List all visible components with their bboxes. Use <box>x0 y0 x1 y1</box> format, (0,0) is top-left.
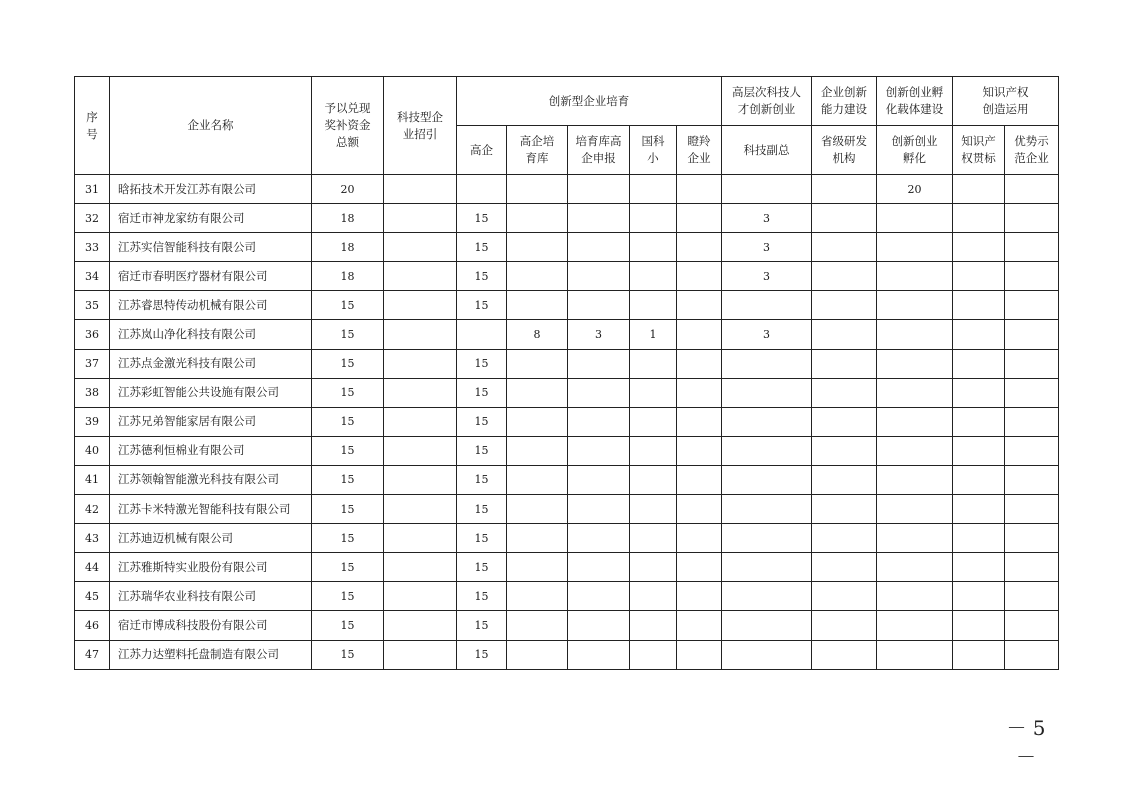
cell-index: 43 <box>75 524 110 553</box>
table-row <box>75 204 1059 233</box>
cell-national-sme <box>630 204 677 233</box>
cell-company-name: 江苏雅斯特实业股份有限公司 <box>110 553 312 582</box>
cell-pool-apply <box>568 465 630 494</box>
cell-recruit <box>384 233 457 262</box>
cell-national-sme <box>630 291 677 320</box>
cell-incubation <box>877 582 953 611</box>
cell-ip-standard <box>953 407 1005 436</box>
cell-hightech <box>457 320 507 349</box>
cell-hightech-pool <box>507 524 568 553</box>
cell-incubation <box>877 407 953 436</box>
cell-provincial-rd <box>812 465 877 494</box>
cell-hightech: 15 <box>457 465 507 494</box>
cell-company-name: 江苏彩虹智能公共设施有限公司 <box>110 378 312 407</box>
cell-advantage <box>1005 436 1059 465</box>
cell-hightech: 15 <box>457 611 507 640</box>
cell-incubation <box>877 436 953 465</box>
cell-recruit <box>384 262 457 291</box>
cell-total: 15 <box>312 291 384 320</box>
cell-vice-president <box>722 582 812 611</box>
cell-hightech-pool <box>507 204 568 233</box>
cell-provincial-rd <box>812 582 877 611</box>
cell-total: 15 <box>312 407 384 436</box>
cell-index: 31 <box>75 175 110 204</box>
cell-company-name: 江苏瑞华农业科技有限公司 <box>110 582 312 611</box>
cell-pool-apply <box>568 175 630 204</box>
cell-pool-apply <box>568 611 630 640</box>
cell-national-sme <box>630 640 677 669</box>
cell-ip-standard <box>953 175 1005 204</box>
cell-provincial-rd <box>812 233 877 262</box>
cell-recruit <box>384 611 457 640</box>
cell-advantage <box>1005 320 1059 349</box>
cell-incubation <box>877 349 953 378</box>
cell-national-sme <box>630 495 677 524</box>
cell-national-sme <box>630 407 677 436</box>
cell-national-sme: 1 <box>630 320 677 349</box>
cell-hightech-pool <box>507 262 568 291</box>
cell-vice-president <box>722 436 812 465</box>
cell-gazelle <box>677 320 722 349</box>
cell-gazelle <box>677 495 722 524</box>
cell-pool-apply <box>568 524 630 553</box>
cell-pool-apply <box>568 349 630 378</box>
table-row <box>75 553 1059 582</box>
cell-gazelle <box>677 611 722 640</box>
cell-gazelle <box>677 524 722 553</box>
cell-incubation <box>877 233 953 262</box>
cell-index: 47 <box>75 640 110 669</box>
cell-total: 18 <box>312 204 384 233</box>
cell-total: 15 <box>312 465 384 494</box>
cell-provincial-rd <box>812 204 877 233</box>
cell-pool-apply <box>568 291 630 320</box>
cell-pool-apply: 3 <box>568 320 630 349</box>
cell-vice-president <box>722 640 812 669</box>
table-row <box>75 320 1059 349</box>
cell-hightech-pool <box>507 233 568 262</box>
cell-pool-apply <box>568 204 630 233</box>
cell-vice-president <box>722 407 812 436</box>
cell-provincial-rd <box>812 407 877 436</box>
cell-hightech-pool <box>507 291 568 320</box>
cell-hightech-pool <box>507 175 568 204</box>
cell-gazelle <box>677 436 722 465</box>
cell-index: 41 <box>75 465 110 494</box>
cell-advantage <box>1005 204 1059 233</box>
cell-total: 15 <box>312 640 384 669</box>
cell-provincial-rd <box>812 611 877 640</box>
cell-index: 35 <box>75 291 110 320</box>
cell-total: 15 <box>312 553 384 582</box>
cell-national-sme <box>630 436 677 465</box>
cell-provincial-rd <box>812 495 877 524</box>
cell-gazelle <box>677 640 722 669</box>
cell-hightech: 15 <box>457 204 507 233</box>
header-ip-standard: 知识产 权贯标 <box>953 126 1005 175</box>
cell-incubation <box>877 640 953 669</box>
cell-index: 39 <box>75 407 110 436</box>
cell-recruit <box>384 495 457 524</box>
header-gazelle: 瞪羚 企业 <box>677 126 722 175</box>
table-row <box>75 378 1059 407</box>
cell-hightech: 15 <box>457 233 507 262</box>
cell-incubation: 20 <box>877 175 953 204</box>
cell-recruit <box>384 524 457 553</box>
cell-total: 15 <box>312 582 384 611</box>
cell-hightech: 15 <box>457 349 507 378</box>
cell-company-name: 江苏领翰智能激光科技有限公司 <box>110 465 312 494</box>
cell-gazelle <box>677 378 722 407</box>
cell-hightech-pool <box>507 465 568 494</box>
cell-hightech <box>457 175 507 204</box>
cell-national-sme <box>630 378 677 407</box>
cell-pool-apply <box>568 640 630 669</box>
cell-pool-apply <box>568 262 630 291</box>
cell-company-name: 江苏实信智能科技有限公司 <box>110 233 312 262</box>
cell-company-name: 宿迁市博成科技股份有限公司 <box>110 611 312 640</box>
cell-vice-president: 3 <box>722 262 812 291</box>
cell-incubation <box>877 465 953 494</box>
cell-gazelle <box>677 582 722 611</box>
cell-advantage <box>1005 349 1059 378</box>
table-row <box>75 175 1059 204</box>
cell-advantage <box>1005 465 1059 494</box>
cell-vice-president <box>722 553 812 582</box>
cell-provincial-rd <box>812 320 877 349</box>
header-talent-group: 高层次科技人 才创新创业 <box>722 77 812 126</box>
cell-national-sme <box>630 262 677 291</box>
cell-ip-standard <box>953 524 1005 553</box>
table-row <box>75 524 1059 553</box>
cell-provincial-rd <box>812 349 877 378</box>
cell-ip-standard <box>953 465 1005 494</box>
cell-hightech: 15 <box>457 524 507 553</box>
cell-national-sme <box>630 611 677 640</box>
cell-index: 44 <box>75 553 110 582</box>
cell-national-sme <box>630 465 677 494</box>
cell-index: 38 <box>75 378 110 407</box>
cell-national-sme <box>630 175 677 204</box>
header-provincial-rd: 省级研发 机构 <box>812 126 877 175</box>
cell-gazelle <box>677 465 722 494</box>
cell-vice-president <box>722 524 812 553</box>
cell-vice-president <box>722 378 812 407</box>
cell-ip-standard <box>953 611 1005 640</box>
cell-total: 15 <box>312 495 384 524</box>
cell-index: 40 <box>75 436 110 465</box>
cell-incubation <box>877 553 953 582</box>
header-total: 予以兑现 奖补资金 总额 <box>312 77 384 175</box>
cell-vice-president <box>722 291 812 320</box>
cell-company-name: 江苏岚山净化科技有限公司 <box>110 320 312 349</box>
cell-recruit <box>384 553 457 582</box>
cell-recruit <box>384 640 457 669</box>
cell-hightech-pool <box>507 611 568 640</box>
cell-ip-standard <box>953 233 1005 262</box>
table-row <box>75 582 1059 611</box>
cell-pool-apply <box>568 436 630 465</box>
cell-advantage <box>1005 175 1059 204</box>
cell-national-sme <box>630 553 677 582</box>
cell-vice-president: 3 <box>722 204 812 233</box>
cell-ip-standard <box>953 436 1005 465</box>
cell-company-name: 宿迁市神龙家纺有限公司 <box>110 204 312 233</box>
cell-hightech: 15 <box>457 553 507 582</box>
cell-incubation <box>877 611 953 640</box>
cell-advantage <box>1005 553 1059 582</box>
header-index: 序 号 <box>75 77 110 175</box>
table-row <box>75 262 1059 291</box>
cell-hightech-pool <box>507 640 568 669</box>
cell-provincial-rd <box>812 175 877 204</box>
cell-total: 15 <box>312 611 384 640</box>
cell-recruit <box>384 465 457 494</box>
cell-index: 42 <box>75 495 110 524</box>
cell-pool-apply <box>568 407 630 436</box>
table-row <box>75 349 1059 378</box>
header-national-sme: 国科 小 <box>630 126 677 175</box>
subsidy-table <box>74 76 1059 670</box>
table-row <box>75 611 1059 640</box>
cell-hightech: 15 <box>457 291 507 320</box>
header-hightech: 高企 <box>457 126 507 175</box>
cell-hightech: 15 <box>457 262 507 291</box>
cell-vice-president <box>722 495 812 524</box>
cell-national-sme <box>630 524 677 553</box>
cell-hightech-pool: 8 <box>507 320 568 349</box>
cell-ip-standard <box>953 349 1005 378</box>
cell-company-name: 江苏点金激光科技有限公司 <box>110 349 312 378</box>
cell-provincial-rd <box>812 291 877 320</box>
cell-recruit <box>384 407 457 436</box>
cell-advantage <box>1005 262 1059 291</box>
cell-vice-president <box>722 349 812 378</box>
cell-total: 15 <box>312 436 384 465</box>
cell-ip-standard <box>953 320 1005 349</box>
cell-vice-president: 3 <box>722 233 812 262</box>
cell-advantage <box>1005 524 1059 553</box>
cell-gazelle <box>677 262 722 291</box>
cell-recruit <box>384 175 457 204</box>
cell-national-sme <box>630 582 677 611</box>
cell-ip-standard <box>953 378 1005 407</box>
cell-incubation <box>877 524 953 553</box>
cell-advantage <box>1005 378 1059 407</box>
table-row <box>75 436 1059 465</box>
cell-hightech-pool <box>507 553 568 582</box>
cell-ip-standard <box>953 495 1005 524</box>
header-capacity-group: 企业创新 能力建设 <box>812 77 877 126</box>
table-row <box>75 495 1059 524</box>
cell-incubation <box>877 320 953 349</box>
cell-hightech: 15 <box>457 495 507 524</box>
cell-pool-apply <box>568 582 630 611</box>
cell-provincial-rd <box>812 378 877 407</box>
cell-recruit <box>384 349 457 378</box>
cell-gazelle <box>677 175 722 204</box>
header-incubation: 创新创业 孵化 <box>877 126 953 175</box>
header-advantage: 优势示 范企业 <box>1005 126 1059 175</box>
header-pool-apply: 培育库高 企申报 <box>568 126 630 175</box>
cell-provincial-rd <box>812 262 877 291</box>
cell-incubation <box>877 204 953 233</box>
cell-hightech: 15 <box>457 582 507 611</box>
cell-index: 32 <box>75 204 110 233</box>
cell-company-name: 江苏德利恒棉业有限公司 <box>110 436 312 465</box>
cell-provincial-rd <box>812 640 877 669</box>
header-ip-group: 知识产权 创造运用 <box>953 77 1059 126</box>
cell-total: 15 <box>312 349 384 378</box>
cell-hightech-pool <box>507 378 568 407</box>
page-number: － 5 － <box>1006 716 1046 769</box>
cell-ip-standard <box>953 262 1005 291</box>
cell-recruit <box>384 291 457 320</box>
cell-hightech-pool <box>507 436 568 465</box>
table-row <box>75 465 1059 494</box>
cell-provincial-rd <box>812 553 877 582</box>
cell-recruit <box>384 582 457 611</box>
table-row <box>75 233 1059 262</box>
cell-index: 36 <box>75 320 110 349</box>
cell-gazelle <box>677 407 722 436</box>
cell-company-name: 江苏兄弟智能家居有限公司 <box>110 407 312 436</box>
cell-ip-standard <box>953 582 1005 611</box>
cell-advantage <box>1005 291 1059 320</box>
cell-incubation <box>877 495 953 524</box>
cell-hightech-pool <box>507 582 568 611</box>
cell-total: 15 <box>312 524 384 553</box>
cell-total: 18 <box>312 262 384 291</box>
cell-provincial-rd <box>812 524 877 553</box>
cell-total: 20 <box>312 175 384 204</box>
cell-recruit <box>384 204 457 233</box>
cell-provincial-rd <box>812 436 877 465</box>
cell-national-sme <box>630 233 677 262</box>
cell-pool-apply <box>568 495 630 524</box>
cell-vice-president <box>722 175 812 204</box>
cell-advantage <box>1005 233 1059 262</box>
cell-vice-president: 3 <box>722 320 812 349</box>
cell-pool-apply <box>568 233 630 262</box>
cell-company-name: 宿迁市春明医疗器材有限公司 <box>110 262 312 291</box>
cell-recruit <box>384 320 457 349</box>
table-row <box>75 291 1059 320</box>
cell-index: 37 <box>75 349 110 378</box>
cell-index: 34 <box>75 262 110 291</box>
cell-gazelle <box>677 233 722 262</box>
cell-ip-standard <box>953 291 1005 320</box>
cell-company-name: 江苏睿思特传动机械有限公司 <box>110 291 312 320</box>
cell-gazelle <box>677 291 722 320</box>
cell-company-name: 晗拓技术开发江苏有限公司 <box>110 175 312 204</box>
cell-ip-standard <box>953 553 1005 582</box>
cell-pool-apply <box>568 378 630 407</box>
cell-ip-standard <box>953 640 1005 669</box>
cell-index: 45 <box>75 582 110 611</box>
cell-advantage <box>1005 611 1059 640</box>
cell-hightech-pool <box>507 407 568 436</box>
cell-advantage <box>1005 640 1059 669</box>
cell-total: 15 <box>312 378 384 407</box>
cell-index: 46 <box>75 611 110 640</box>
cell-hightech-pool <box>507 495 568 524</box>
cell-gazelle <box>677 204 722 233</box>
cell-company-name: 江苏力达塑料托盘制造有限公司 <box>110 640 312 669</box>
cell-hightech: 15 <box>457 436 507 465</box>
cell-hightech: 15 <box>457 407 507 436</box>
cell-company-name: 江苏迪迈机械有限公司 <box>110 524 312 553</box>
cell-hightech-pool <box>507 349 568 378</box>
cell-hightech: 15 <box>457 640 507 669</box>
cell-gazelle <box>677 553 722 582</box>
header-cultivation-group: 创新型企业培育 <box>457 77 722 126</box>
header-company-name: 企业名称 <box>110 77 312 175</box>
cell-recruit <box>384 436 457 465</box>
cell-incubation <box>877 291 953 320</box>
cell-vice-president <box>722 611 812 640</box>
cell-advantage <box>1005 582 1059 611</box>
cell-incubation <box>877 262 953 291</box>
header-incubator-group: 创新创业孵 化载体建设 <box>877 77 953 126</box>
cell-gazelle <box>677 349 722 378</box>
header-vice-president: 科技副总 <box>722 126 812 175</box>
cell-pool-apply <box>568 553 630 582</box>
cell-total: 18 <box>312 233 384 262</box>
cell-index: 33 <box>75 233 110 262</box>
cell-advantage <box>1005 495 1059 524</box>
table-row <box>75 640 1059 669</box>
table-header <box>75 77 1059 175</box>
cell-total: 15 <box>312 320 384 349</box>
cell-hightech: 15 <box>457 378 507 407</box>
header-recruit: 科技型企 业招引 <box>384 77 457 175</box>
cell-incubation <box>877 378 953 407</box>
cell-ip-standard <box>953 204 1005 233</box>
header-hightech-pool: 高企培 育库 <box>507 126 568 175</box>
cell-advantage <box>1005 407 1059 436</box>
cell-company-name: 江苏卡米特激光智能科技有限公司 <box>110 495 312 524</box>
cell-national-sme <box>630 349 677 378</box>
cell-vice-president <box>722 465 812 494</box>
cell-recruit <box>384 378 457 407</box>
table-row <box>75 407 1059 436</box>
table-body <box>75 175 1059 670</box>
